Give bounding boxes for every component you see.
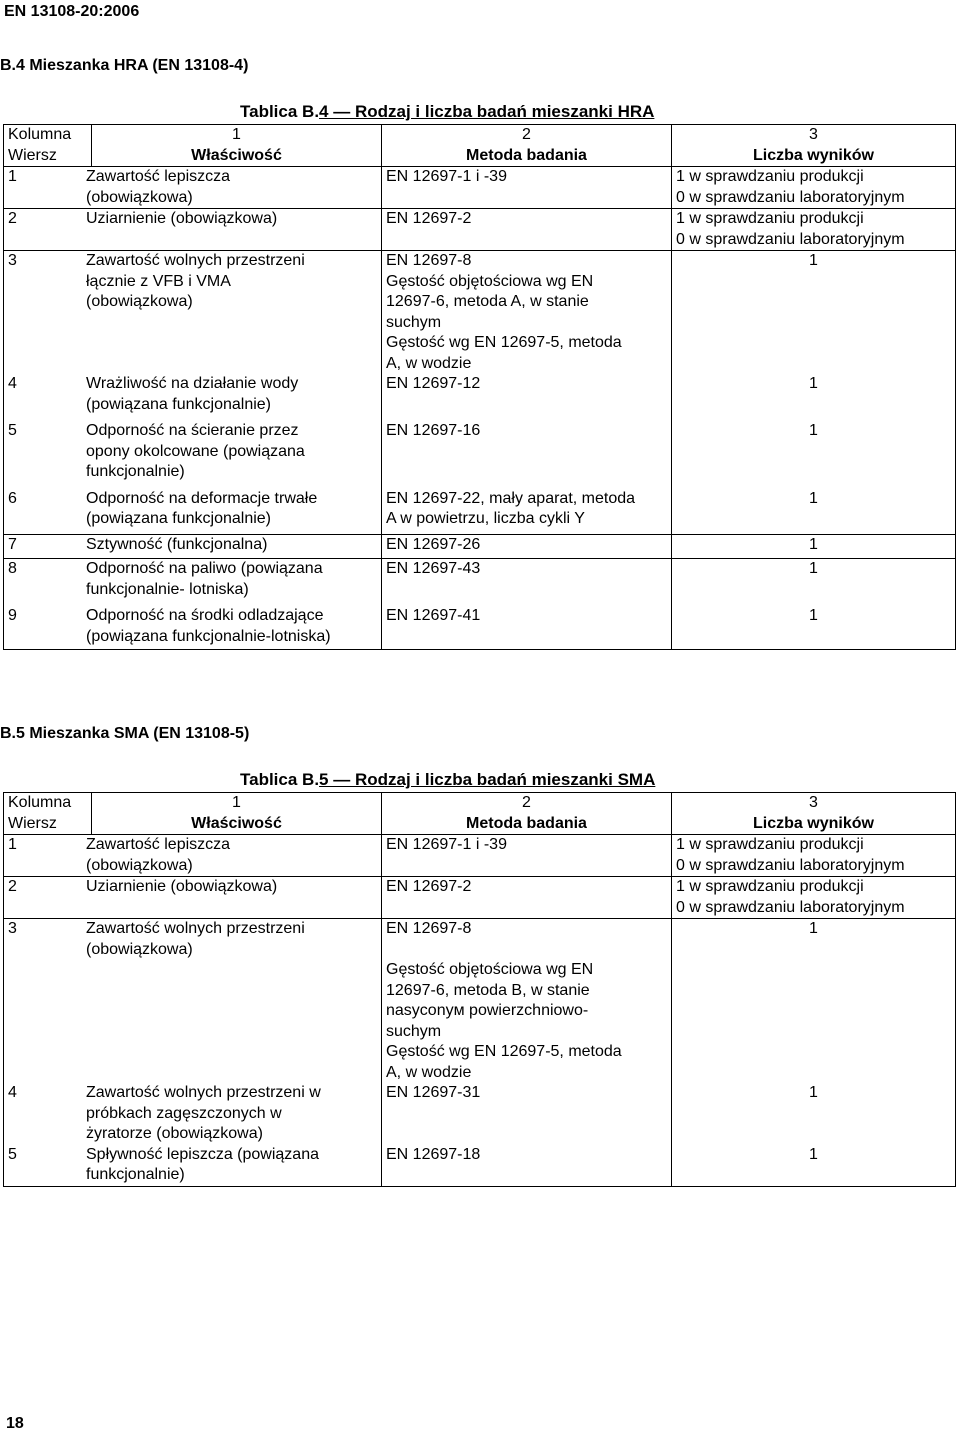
results-cell: 1 bbox=[672, 251, 956, 375]
property-text: Uziarnienie (obowiązkowa) bbox=[86, 878, 278, 895]
col-title: Liczba wyników bbox=[672, 814, 956, 835]
caption-prefix: Tablica B. bbox=[240, 770, 320, 789]
col-number: 2 bbox=[382, 793, 672, 814]
col-header-label: Kolumna bbox=[4, 793, 92, 814]
results-cell: 1 bbox=[672, 534, 956, 559]
method-cell: EN 12697-1 i -39 bbox=[382, 167, 672, 209]
section-b4-title: B.4 Mieszanka HRA (EN 13108-4) bbox=[0, 57, 249, 74]
method-cell: EN 12697-41 bbox=[382, 606, 672, 650]
header-row-columns bbox=[4, 125, 956, 146]
table-b5 bbox=[3, 792, 956, 1187]
table-row bbox=[4, 1083, 956, 1145]
property-text: Zawartość wolnych przestrzeni (obowiązkowa) bbox=[86, 920, 305, 958]
results-cell: 1 w sprawdzaniu produkcji 0 w sprawdzaniu laboratoryjnym bbox=[672, 877, 956, 919]
method-cell: EN 12697-1 i -39 bbox=[382, 835, 672, 877]
method-cell: EN 12697-31 bbox=[382, 1083, 672, 1145]
property-cell bbox=[4, 534, 382, 559]
property-cell bbox=[4, 606, 382, 650]
table-row bbox=[4, 919, 956, 1084]
col-number: 3 bbox=[672, 793, 956, 814]
method-cell: EN 12697-8 Gęstość objętościowa wg EN 12697-6, metoda B, w stanie nasyconyм powierzchniowo- suchym Gęstość wg EN 12697-5, metoda A, w wodzie bbox=[382, 919, 672, 1084]
row-header-label: Wiersz bbox=[4, 814, 92, 835]
page-number: 18 bbox=[6, 1415, 24, 1432]
row-number: 4 bbox=[8, 1084, 17, 1101]
row-number: 3 bbox=[8, 252, 17, 269]
table-b4-caption bbox=[240, 102, 654, 122]
row-number: 4 bbox=[8, 375, 17, 392]
header-row-columns bbox=[4, 793, 956, 814]
results-cell: 1 w sprawdzaniu produkcji 0 w sprawdzaniu laboratoryjnym bbox=[672, 167, 956, 209]
results-cell: 1 bbox=[672, 1083, 956, 1145]
property-cell bbox=[4, 877, 382, 919]
table-row bbox=[4, 559, 956, 607]
col-title: Właściwość bbox=[92, 814, 382, 835]
property-cell bbox=[4, 1145, 382, 1187]
table-row bbox=[4, 877, 956, 919]
method-cell: EN 12697-26 bbox=[382, 534, 672, 559]
property-cell bbox=[4, 421, 382, 489]
caption-prefix: Tablica B. bbox=[240, 102, 320, 121]
table-b5-caption bbox=[240, 770, 655, 790]
results-cell: 1 bbox=[672, 606, 956, 650]
property-text: Odporność na ścieranie przez opony okolcowane (powiązana funkcjonalnie) bbox=[86, 422, 305, 480]
col-number: 1 bbox=[92, 793, 382, 814]
results-cell: 1 w sprawdzaniu produkcji 0 w sprawdzaniu laboratoryjnym bbox=[672, 209, 956, 251]
property-text: Sztywność (funkcjonalna) bbox=[86, 535, 268, 553]
method-cell: EN 12697-2 bbox=[382, 209, 672, 251]
property-cell bbox=[4, 1083, 382, 1145]
table-row bbox=[4, 421, 956, 489]
caption-rest: 4 — Rodzaj i liczba badań mieszanki HRA bbox=[319, 102, 655, 121]
table-row bbox=[4, 606, 956, 650]
table-b4 bbox=[3, 124, 956, 650]
table-row bbox=[4, 167, 956, 209]
property-cell bbox=[4, 374, 382, 421]
row-number: 8 bbox=[8, 560, 17, 577]
col-number: 3 bbox=[672, 125, 956, 146]
section-b5-title: B.5 Mieszanka SMA (EN 13108-5) bbox=[0, 725, 250, 742]
table-row bbox=[4, 374, 956, 421]
row-number: 9 bbox=[8, 607, 17, 624]
method-cell: EN 12697-18 bbox=[382, 1145, 672, 1187]
document-id: EN 13108-20:2006 bbox=[4, 3, 140, 20]
row-number: 2 bbox=[8, 878, 17, 895]
row-number: 3 bbox=[8, 920, 17, 937]
table-row bbox=[4, 209, 956, 251]
col-header-label: Kolumna bbox=[4, 125, 92, 146]
results-cell: 1 bbox=[672, 374, 956, 421]
col-title: Metoda badania bbox=[382, 146, 672, 167]
property-cell bbox=[4, 559, 382, 607]
table-row bbox=[4, 489, 956, 535]
results-cell: 1 bbox=[672, 1145, 956, 1187]
results-cell: 1 bbox=[672, 919, 956, 1084]
col-title: Metoda badania bbox=[382, 814, 672, 835]
results-cell: 1 w sprawdzaniu produkcji 0 w sprawdzaniu laboratoryjnym bbox=[672, 835, 956, 877]
results-cell: 1 bbox=[672, 559, 956, 607]
row-number: 2 bbox=[8, 210, 17, 227]
method-cell: EN 12697-12 bbox=[382, 374, 672, 421]
property-text: Odporność na paliwo (powiązana funkcjonalnie- lotniska) bbox=[86, 560, 323, 598]
property-text: Wrażliwość na działanie wody (powiązana funkcjonalnie) bbox=[86, 375, 299, 413]
property-text: Uziarnienie (obowiązkowa) bbox=[86, 210, 278, 227]
col-title: Właściwość bbox=[92, 146, 382, 167]
header-row-titles bbox=[4, 146, 956, 167]
property-cell bbox=[4, 919, 382, 1084]
row-number: 1 bbox=[8, 836, 17, 853]
property-cell bbox=[4, 251, 382, 375]
property-text: Spływność lepiszcza (powiązana funkcjonalnie) bbox=[86, 1145, 319, 1183]
row-number: 7 bbox=[8, 535, 17, 553]
col-title: Liczba wyników bbox=[672, 146, 956, 167]
row-header-label: Wiersz bbox=[4, 146, 92, 167]
row-number: 1 bbox=[8, 168, 17, 185]
method-cell: EN 12697-8 Gęstość objętościowa wg EN 12697-6, metoda A, w stanie suchym Gęstość wg EN 12697-5, metoda A, w wodzie bbox=[382, 251, 672, 375]
property-text: Zawartość wolnych przestrzeni w próbkach zagęszczonych w żyratorze (obowiązkowa) bbox=[86, 1084, 321, 1142]
property-cell bbox=[4, 835, 382, 877]
row-number: 5 bbox=[8, 422, 17, 439]
row-number: 6 bbox=[8, 489, 17, 507]
method-cell: EN 12697-43 bbox=[382, 559, 672, 607]
row-number: 5 bbox=[8, 1145, 17, 1163]
table-row bbox=[4, 251, 956, 375]
table-row bbox=[4, 1145, 956, 1187]
caption-rest: 5 — Rodzaj i liczba badań mieszanki SMA bbox=[319, 770, 656, 789]
results-cell: 1 bbox=[672, 489, 956, 535]
property-text: Zawartość lepiszcza (obowiązkowa) bbox=[86, 836, 231, 874]
property-cell bbox=[4, 167, 382, 209]
property-text: Odporność na środki odladzające (powiązana funkcjonalnie-lotniska) bbox=[86, 607, 331, 645]
col-number: 1 bbox=[92, 125, 382, 146]
property-cell bbox=[4, 489, 382, 535]
header-row-titles bbox=[4, 814, 956, 835]
property-cell bbox=[4, 209, 382, 251]
property-text: Odporność na deformacje trwałe (powiązana funkcjonalnie) bbox=[86, 489, 318, 527]
method-cell: EN 12697-16 bbox=[382, 421, 672, 489]
results-cell: 1 bbox=[672, 421, 956, 489]
property-text: Zawartość lepiszcza (obowiązkowa) bbox=[86, 168, 231, 206]
table-row bbox=[4, 835, 956, 877]
table-row bbox=[4, 534, 956, 559]
method-cell: EN 12697-22, mały aparat, metoda A w powietrzu, liczba cykli Y bbox=[382, 489, 672, 535]
property-text: Zawartość wolnych przestrzeni łącznie z VFB i VMA (obowiązkowa) bbox=[86, 252, 305, 310]
method-cell: EN 12697-2 bbox=[382, 877, 672, 919]
col-number: 2 bbox=[382, 125, 672, 146]
